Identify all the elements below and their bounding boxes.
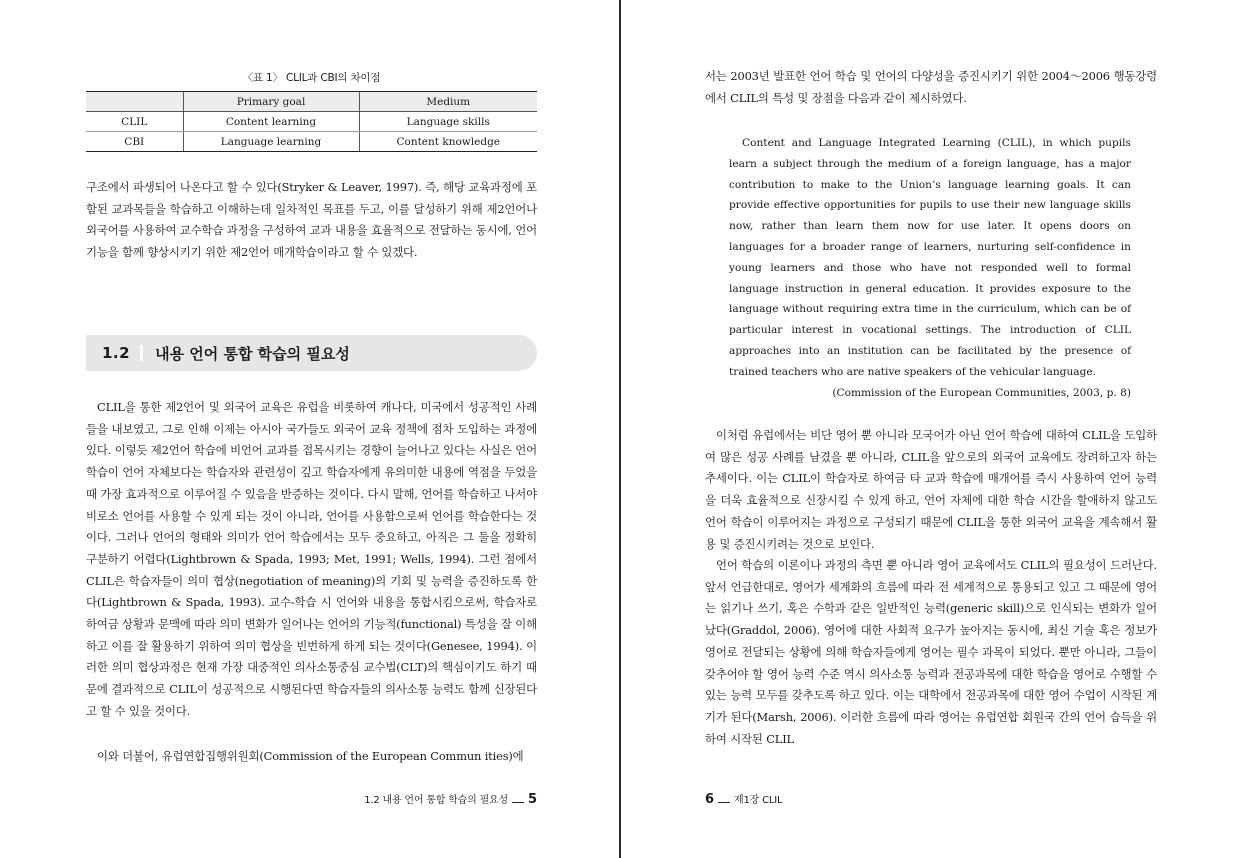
- footer-chapter-title: 제1장 CLIL: [734, 795, 783, 806]
- body-paragraph: 이처럼 유럽에서는 비단 영어 뿐 아니라 모국어가 아닌 언어 학습에 대하여 CLIL을 도입하여 많은 성공 사례를 남겼을 뿐 아니라, CLIL을 앞으로의 외국어 교육에도 장려하고자 하는 추세이다. 이는 CLIL이 학습자로 하여금 타 교과 학습에 매개어를 즉시 사용하여 언어 능력을 더욱 효율적으로 신장시킬 수 있게 하고, 언어 자체에 대한 학습 시간을 할애하지 않고도 언어 학습이 이루어지는 과정으로 구성되기 때문에 CLIL을 통한 외국어 교육을 계속해서 활용 및 증진시키려는 것으로 보인다.: [705, 428, 1157, 551]
- table-cell: CBI: [86, 132, 183, 152]
- quote-citation: (Commission of the European Communities, 2003, p. 8): [832, 387, 1131, 399]
- section-title: 내용 언어 통합 학습의 필요성: [155, 344, 350, 363]
- page-number: 5: [527, 792, 537, 807]
- page-footer: [364, 791, 537, 807]
- table-cell: Language skills: [359, 112, 537, 132]
- table-header-row: [86, 92, 537, 112]
- section-heading: [86, 335, 537, 371]
- page-footer: [705, 791, 782, 807]
- footer-separator: [718, 802, 730, 803]
- body-paragraph: 언어 학습의 이론이나 과정의 측면 뿐 아니라 영어 교육에서도 CLIL의 필요성이 드러난다. 앞서 언급한대로, 영어가 세계화의 흐름에 따라 전 세계적으로 통용되고 있고 그 때문에 영어는 읽기나 쓰기, 혹은 수학과 같은 일반적인 능력(generic skill)으로 인식되는 변화가 일어났다(Graddol, 2006). 영어에 대한 사회적 요구가 높아지는 동시에, 최신 기술 혹은 정보가 영어로 전달되는 상황에 의해 학습자들에게 영어는 필수 과목이 되었다. 뿐만 아니라, 그들이 갖추어야 할 영어 능력 수준 역시 의사소통 능력과 전공과목에 대한 학습을 영어로 수행할 수 있는 능력 모두를 갖추도록 하고 있다. 이는 대학에서 전공과목에 대한 영어 수업이 시작된 계기가 된다(Marsh, 2006). 이러한 흐름에 따라 영어는 유럽연합 회원국 간의 언어 습득을 위하여 시작된 CLIL: [705, 558, 1157, 746]
- table-cell: Language learning: [183, 132, 359, 152]
- section-divider: [140, 345, 143, 361]
- right-page: [705, 0, 1157, 858]
- table-row: [86, 132, 537, 152]
- left-page: [86, 0, 537, 858]
- table-header-medium: Medium: [359, 92, 537, 112]
- table-header-primary-goal: Primary goal: [183, 92, 359, 112]
- table-caption: 〈표 1〉 CLIL과 CBI의 차이점: [242, 72, 381, 84]
- body-paragraph: CLIL을 통한 제2언어 및 외국어 교육은 유럽을 비롯하여 캐나다, 미국에서 성공적인 사례들을 내보였고, 그로 인해 이제는 아시아 국가들도 외국어 교육 정책에 점차 도입하는 과정에 있다. 이렇듯 제2언어 학습에 비언어 교과를 접목시키는 경향이 늘어나고 있다는 사실은 언어 학습이 언어 자체보다는 학습자와 관련성이 깊고 학습자에게 유의미한 내용에 역점을 두었을 때 가장 효과적으로 이루어질 수 있음을 반증하는 것이다. 다시 말해, 언어를 학습하고 나서야 비로소 언어를 사용할 수 있게 되는 것이 아니라, 언어를 사용함으로써 언어를 학습한다는 것이다. 그러나 언어의 형태와 의미가 언어 학습에서는 모두 중요하고, 아직은 그 둘을 정확히 구분하기 어렵다(Lightbrown & Spada, 1993; Met, 1991; Wells, 1994). 그런 점에서 CLIL은 학습자들이 의미 협상(negotiation of meaning)의 기회 및 능력을 증진하도록 한다(Lightbrown & Spada, 1993). 교수-학습 시 언어와 내용을 통합시킴으로써, 학습자로 하여금 상황과 문맥에 따라 의미 변화가 일어나는 언어의 기능적(functional) 특성을 잘 이해하고 이를 잘 활용하기 위하여 의미 협상을 빈번하게 하게 되는 것이다(Genesee, 1994). 이러한 의미 협상과정은 현재 가장 대중적인 의사소통중심 교수법(CLT)의 핵심이기도 하기 때문에 결과적으로 CLIL이 성공적으로 시행된다면 학습자들의 의사소통 능력도 함께 신장된다고 할 수 있을 것이다.: [86, 400, 537, 718]
- body-paragraph: 서는 2003년 발표한 언어 학습 및 언어의 다양성을 증진시키기 위한 2004～2006 행동강령에서 CLIL의 특성 및 장점을 다음과 같이 제시하였다.: [705, 69, 1157, 105]
- body-paragraph: 구조에서 파생되어 나온다고 할 수 있다(Stryker & Leaver, 1997). 즉, 해당 교육과정에 포함된 교과목들을 학습하고 이해하는데 일차적인 목표를 두고, 이를 달성하기 위해 제2언어나 외국어를 사용하여 교수학습 과정을 구성하여 교과 내용을 효율적으로 전달하는 동시에, 언어 기능을 함께 향상시키기 위한 제2언어 매개학습이라고 할 수 있겠다.: [86, 180, 537, 260]
- section-number: 1.2: [102, 344, 131, 362]
- comparison-table: [86, 91, 537, 152]
- page-number: 6: [705, 792, 715, 807]
- body-paragraph: 이와 더불어, 유럽연합집행위원회(Commission of the European Commun ities)에: [97, 749, 524, 763]
- table-cell: Content learning: [183, 112, 359, 132]
- table-row: [86, 112, 537, 132]
- footer-section-title: 1.2 내용 언어 통합 학습의 필요성: [364, 795, 508, 806]
- table-cell: Content knowledge: [359, 132, 537, 152]
- table-cell: CLIL: [86, 112, 183, 132]
- page-gutter: [619, 0, 621, 858]
- table-header-empty: [86, 92, 183, 112]
- footer-separator: [512, 802, 524, 803]
- block-quote: Content and Language Integrated Learning (CLIL), in which pupils learn a subject through the medium of a foreign language, has a major contribution to make to the Union’s language learning goals. It can provide effective opportunities for pupils to use their new language skills now, rather than learn them now for use later. It opens doors on languages for a broader range of learners, nurturing self-confidence in young learners and those who have not responded well to formal language instruction in general education. It provides exposure to the language without requiring extra time in the curriculum, which can be of particular interest in vocational settings. The introduction of CLIL approaches into an institution can be facilitated by the presence of trained teachers who are native speakers of the vehicular language.: [729, 137, 1131, 378]
